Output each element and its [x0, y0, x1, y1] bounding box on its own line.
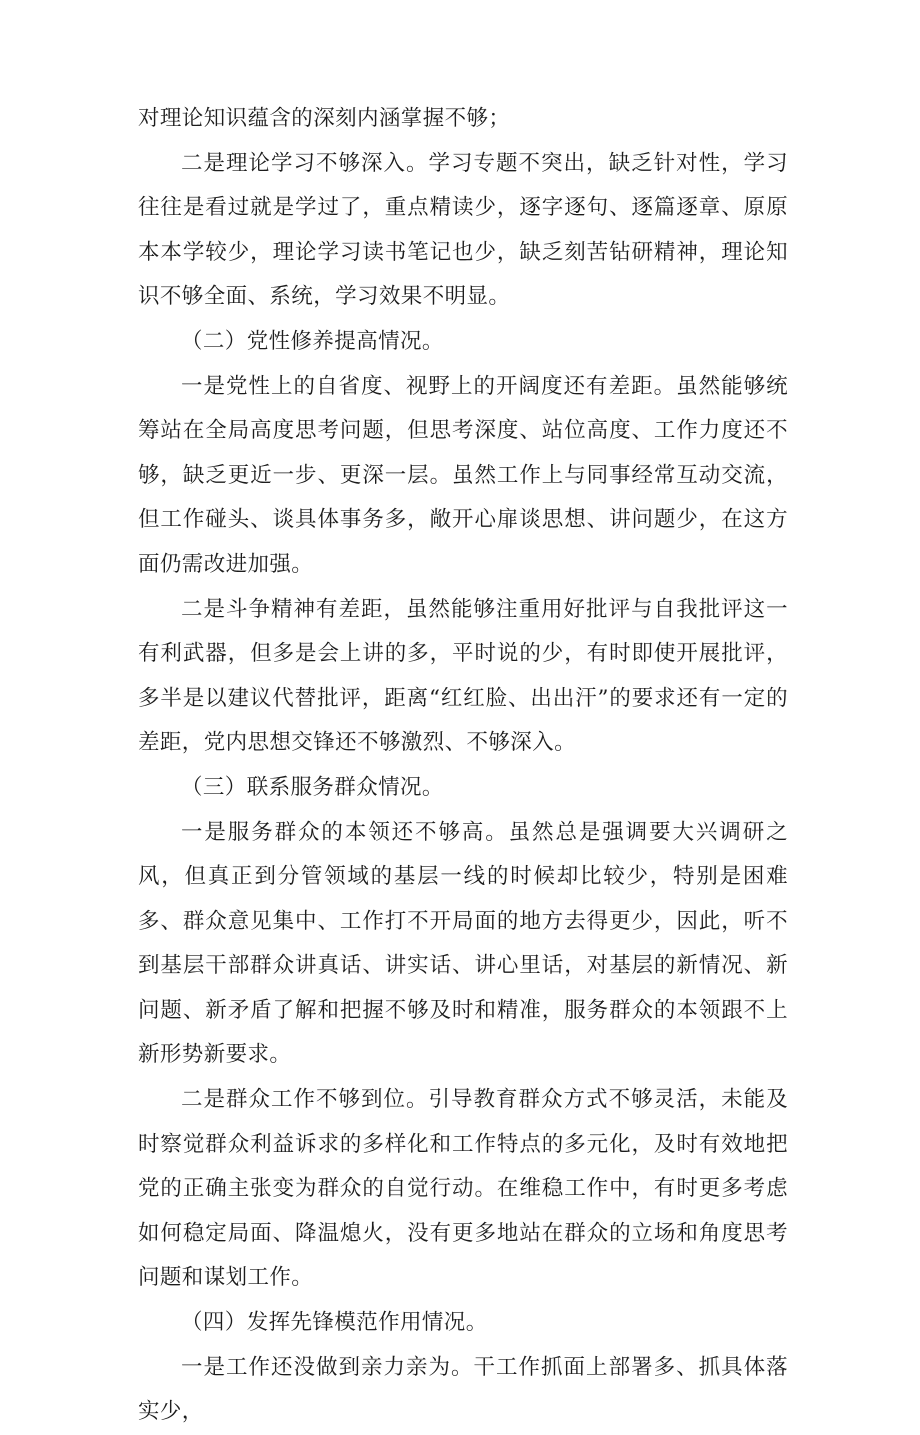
paragraph-mass-work: 二是群众工作不够到位。引导教育群众方式不够灵活，未能及时察觉群众利益诉求的多样化和工作特点的多元化，及时有效地把党的正确主张变为群众的自觉行动。在维稳工作中，有时更多考虑如何稳定局面、降温熄火，没有更多地站在群众的立场和角度思考问题和谋划工作。	[138, 1087, 788, 1291]
paragraph-theory-study: 二是理论学习不够深入。学习专题不突出，缺乏针对性，学习往往是看过就是学过了，重点精读少，逐字逐句、逐篇逐章、原原本本学较少，理论学习读书笔记也少，缺乏刻苦钻研精神，理论知识不够全面、系统，学习效果不明显。	[138, 150, 788, 310]
section-heading-vanguard-role: （四）发挥先锋模范作用情况。	[181, 1310, 488, 1336]
section-heading-serve-masses: （三）联系服务群众情况。	[181, 774, 444, 800]
paragraph-hands-on-work: 一是工作还没做到亲力亲为。干工作抓面上部署多、抓具体落实少，	[138, 1354, 788, 1425]
paragraph-service-ability: 一是服务群众的本领还不够高。虽然总是强调要大兴调研之风，但真正到分管领域的基层一线的时候却比较少，特别是困难多、群众意见集中、工作打不开局面的地方去得更少，因此，听不到基层干部群众讲真话、讲实话、讲心里话，对基层的新情况、新问题、新矛盾了解和把握不够及时和精准，服务群众的本领跟不上新形势新要求。	[138, 819, 788, 1068]
paragraph-continued: 对理论知识蕴含的深刻内涵掌握不够；	[138, 106, 511, 131]
section-heading-party-spirit: （二）党性修养提高情况。	[181, 328, 444, 354]
paragraph-struggle-spirit: 二是斗争精神有差距，虽然能够注重用好批评与自我批评这一有利武器，但多是会上讲的多，平时说的少，有时即使开展批评，多半是以建议代替批评，距离“红红脸、出出汗”的要求还有一定的差距，党内思想交锋还不够激烈、不够深入。	[138, 596, 788, 756]
document-body	[138, 97, 788, 1435]
paragraph-self-reflection: 一是党性上的自省度、视野上的开阔度还有差距。虽然能够统筹站在全局高度思考问题，但思考深度、站位高度、工作力度还不够，缺乏更近一步、更深一层。虽然工作上与同事经常互动交流，但工作碰头、谈具体事务多，敞开心扉谈思想、讲问题少，在这方面仍需改进加强。	[138, 373, 788, 577]
